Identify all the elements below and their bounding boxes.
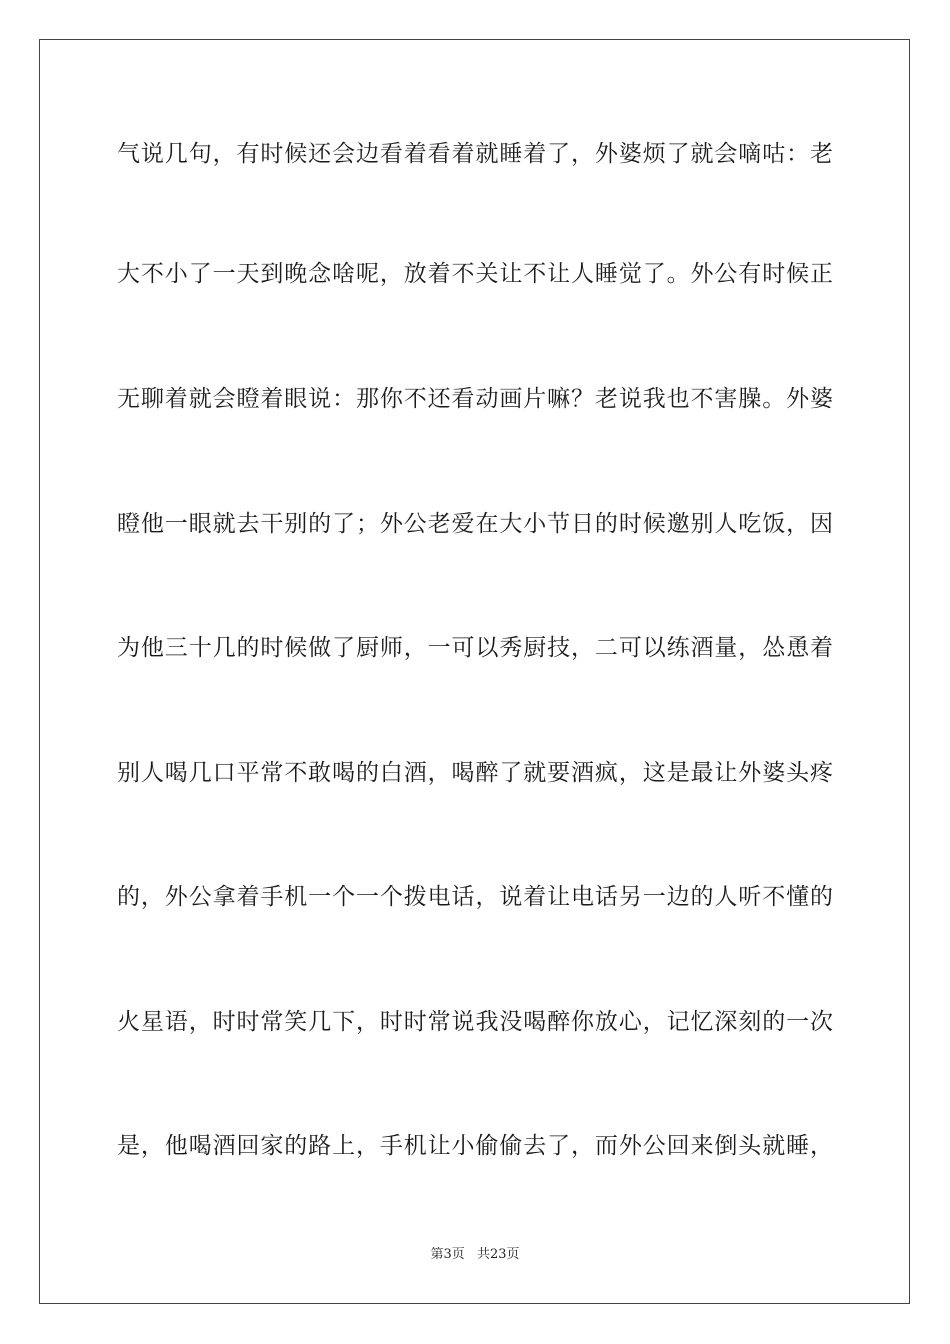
text-line: 气说几句，有时候还会边看着看着就睡着了，外婆烦了就会嘀咕：老 — [117, 141, 833, 167]
text-line: 火星语，时时常笑几下，时时常说我没喝醉你放心，记忆深刻的一次 — [117, 1009, 833, 1035]
document-body — [117, 0, 833, 1240]
page-number: 第3页 — [430, 1247, 465, 1262]
text-line: 的，外公拿着手机一个一个拨电话，说着让电话另一边的人听不懂的 — [117, 884, 833, 910]
text-line: 别人喝几口平常不敢喝的白酒，喝醉了就要酒疯，这是最让外婆头疼 — [117, 760, 833, 786]
text-line: 是，他喝酒回家的路上，手机让小偷偷去了，而外公回来倒头就睡， — [117, 1133, 833, 1159]
text-line: 大不小了一天到晚念啥呢，放着不关让不让人睡觉了。外公有时候正 — [117, 261, 833, 287]
text-line: 无聊着就会瞪着眼说：那你不还看动画片嘛？老说我也不害臊。外婆 — [117, 386, 833, 412]
text-line: 瞪他一眼就去干别的了；外公老爱在大小节日的时候邀别人吃饭，因 — [117, 511, 833, 537]
page-footer — [0, 1246, 950, 1264]
page-total: 共23页 — [476, 1247, 520, 1262]
text-line: 为他三十几的时候做了厨师，一可以秀厨技，二可以练酒量，怂恿着 — [117, 635, 833, 661]
